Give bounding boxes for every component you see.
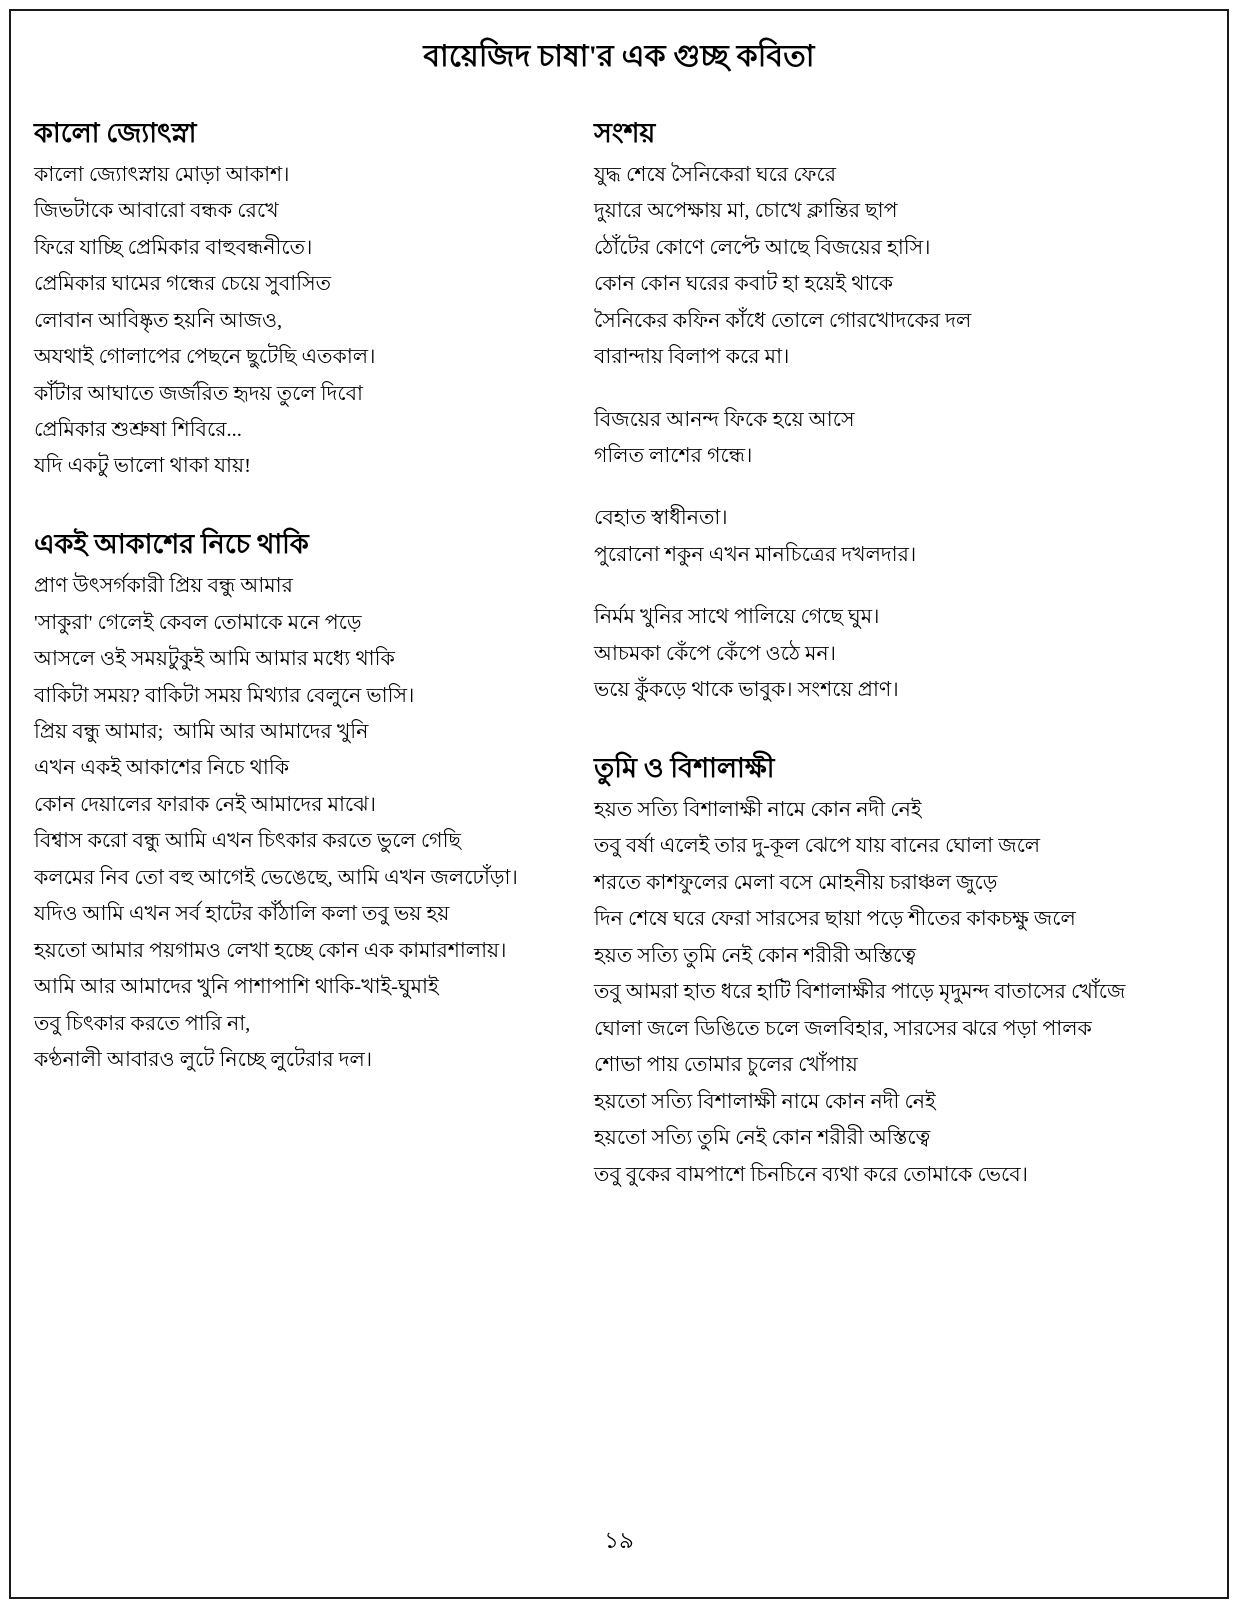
two-column-layout xyxy=(34,116,1204,1194)
stanza xyxy=(594,599,1134,708)
poem-line: কোন দেয়ালের ফারাক নেই আমাদের মাঝে। xyxy=(34,793,377,816)
poem-line: লোবান আবিষ্কৃত হয়নি আজও, xyxy=(34,309,283,332)
poem-line: শরতে কাশফুলের মেলা বসে মোহনীয় চরাঞ্চল জুড়ে xyxy=(594,871,998,894)
poem-line: হয়তো সত্যি বিশালাক্ষী নামে কোন নদী নেই xyxy=(594,1090,936,1113)
poem-title: একই আকাশের নিচে থাকি xyxy=(34,528,309,559)
poem-title: তুমি ও বিশালাক্ষী xyxy=(594,752,775,783)
poem-line: দুয়ারে অপেক্ষায় মা, চোখে ক্লান্তির ছাপ xyxy=(594,200,898,223)
poem-body xyxy=(34,157,542,485)
poem-line: বেহাত স্বাধীনতা। xyxy=(594,507,728,530)
stanza xyxy=(594,792,1134,1193)
poem-line: দিন শেষে ঘরে ফেরা সারসের ছায়া পড়ে শীতের কাকচক্ষু জলে xyxy=(594,908,1076,931)
stanza xyxy=(594,402,1134,475)
stanza xyxy=(34,157,542,485)
poem-line: শোভা পায় তোমার চুলের খোঁপায় xyxy=(594,1054,858,1077)
poem-line: পুরোনো শকুন এখন মানচিত্রের দখলদার। xyxy=(594,543,917,566)
poem-line: অযথাই গোলাপের পেছনে ছুটেছি এতকাল। xyxy=(34,346,376,369)
poem-line: কলমের নিব তো বহু আগেই ভেঙেছে, আমি এখন জলঢোঁড়া। xyxy=(34,866,518,889)
poem-line: গলিত লাশের গন্ধে। xyxy=(594,444,753,467)
poem-line: প্রেমিকার ঘামের গন্ধের চেয়ে সুবাসিত xyxy=(34,273,331,296)
stanza xyxy=(594,500,1134,573)
poem-line: তবু বুকের বামপাশে চিনচিনে ব্যথা করে তোমাকে ভেবে। xyxy=(594,1163,1029,1186)
poem-body xyxy=(594,792,1134,1193)
poem-line: কাঁটার আঘাতে জর্জরিত হৃদয় তুলে দিবো xyxy=(34,382,363,405)
poem-line: যদিও আমি এখন সর্ব হাটের কাঁঠালি কলা তবু ভয় হয় xyxy=(34,903,450,926)
poem-line: কণ্ঠনালী আবারও লুটে নিচ্ছে লুটেরার দল। xyxy=(34,1049,373,1072)
poem-title: কালো জ্যোৎস্না xyxy=(34,117,197,148)
poem-line: ভয়ে কুঁকড়ে থাকে ভাবুক। সংশয়ে প্রাণ। xyxy=(594,679,899,702)
poem-line: 'সাকুরা' গেলেই কেবল তোমাকে মনে পড়ে xyxy=(34,611,362,634)
poem-line: হয়তো সত্যি তুমি নেই কোন শরীরী অস্তিত্বে xyxy=(594,1127,931,1150)
poem-line: বিজয়ের আনন্দ ফিকে হয়ে আসে xyxy=(594,408,855,431)
poem-songshoy xyxy=(594,116,1134,709)
poem-title: সংশয় xyxy=(594,117,656,148)
poem-line: প্রাণ উৎসর্গকারী প্রিয় বন্ধু আমার xyxy=(34,575,293,598)
page-number: ১৯ xyxy=(604,1528,634,1553)
poem-body xyxy=(34,568,542,1079)
poem-line: কালো জ্যোৎস্নায় মোড়া আকাশ। xyxy=(34,163,290,186)
page-title: বায়েজিদ চাষা'র এক গুচ্ছ কবিতা xyxy=(423,40,815,73)
poem-line: হয়ত সত্যি বিশালাক্ষী নামে কোন নদী নেই xyxy=(594,798,922,821)
poem-line: হয়তো আমার পয়গামও লেখা হচ্ছে কোন এক কামারশালায়। xyxy=(34,939,507,962)
poem-line: যদি একটু ভালো থাকা যায়! xyxy=(34,455,251,478)
poem-line: হয়ত সত্যি তুমি নেই কোন শরীরী অস্তিত্বে xyxy=(594,944,916,967)
stanza xyxy=(594,157,1134,376)
poem-ekoi-akasher-niche-thaki xyxy=(34,527,542,1079)
poem-body xyxy=(594,157,1134,709)
poem-line: যুদ্ধ শেষে সৈনিকেরা ঘরে ফেরে xyxy=(594,163,837,186)
poem-line: তবু চিৎকার করতে পারি না, xyxy=(34,1012,251,1035)
poem-line: নির্মম খুনির সাথে পালিয়ে গেছে ঘুম। xyxy=(594,606,880,629)
poem-line: ঠোঁটের কোণে লেপ্টে আছে বিজয়ের হাসি। xyxy=(594,236,931,259)
poem-tumi-o-bishalakkhi xyxy=(594,751,1134,1193)
poem-line: প্রিয় বন্ধু আমার; আমি আর আমাদের খুনি xyxy=(34,720,369,743)
page-content-area xyxy=(34,22,1204,1586)
poem-line: ঘোলা জলে ডিঙিতে চলে জলবিহার, সারসের ঝরে পড়া পালক xyxy=(594,1017,1092,1040)
poem-kalo-jyotsna xyxy=(34,116,542,485)
poem-line: তবু আমরা হাত ধরে হাটি বিশালাক্ষীর পাড়ে মৃদুমন্দ বাতাসের খোঁজে xyxy=(594,981,1126,1004)
poem-line: বিশ্বাস করো বন্ধু আমি এখন চিৎকার করতে ভুলে গেছি xyxy=(34,830,461,853)
poem-line: বাকিটা সময়? বাকিটা সময় মিথ্যার বেলুনে ভাসি। xyxy=(34,684,415,707)
poem-line: ফিরে যাচ্ছি প্রেমিকার বাহুবন্ধনীতে। xyxy=(34,236,313,259)
stanza xyxy=(34,568,542,1079)
right-column xyxy=(594,116,1134,1194)
poem-line: এখন একই আকাশের নিচে থাকি xyxy=(34,757,290,780)
poem-line: আচমকা কেঁপে কেঁপে ওঠে মন। xyxy=(594,642,837,665)
poem-line: কোন কোন ঘরের কবাট হা হয়েই থাকে xyxy=(594,273,894,296)
poem-line: সৈনিকের কফিন কাঁধে তোলে গোরখোদকের দল xyxy=(594,309,972,332)
poem-line: জিভটাকে আবারো বন্ধক রেখে xyxy=(34,200,279,223)
poem-line: আসলে ওই সময়টুকুই আমি আমার মধ্যে থাকি xyxy=(34,648,395,671)
poem-line: তবু বর্ষা এলেই তার দু-কূল ঝেপে যায় বানের ঘোলা জলে xyxy=(594,835,1041,858)
poem-line: আমি আর আমাদের খুনি পাশাপাশি থাকি-খাই-ঘুমাই xyxy=(34,976,439,999)
left-column xyxy=(34,116,542,1079)
poem-line: প্রেমিকার শুশ্রুষা শিবিরে... xyxy=(34,418,242,441)
poem-line: বারান্দায় বিলাপ করে মা। xyxy=(594,346,790,369)
